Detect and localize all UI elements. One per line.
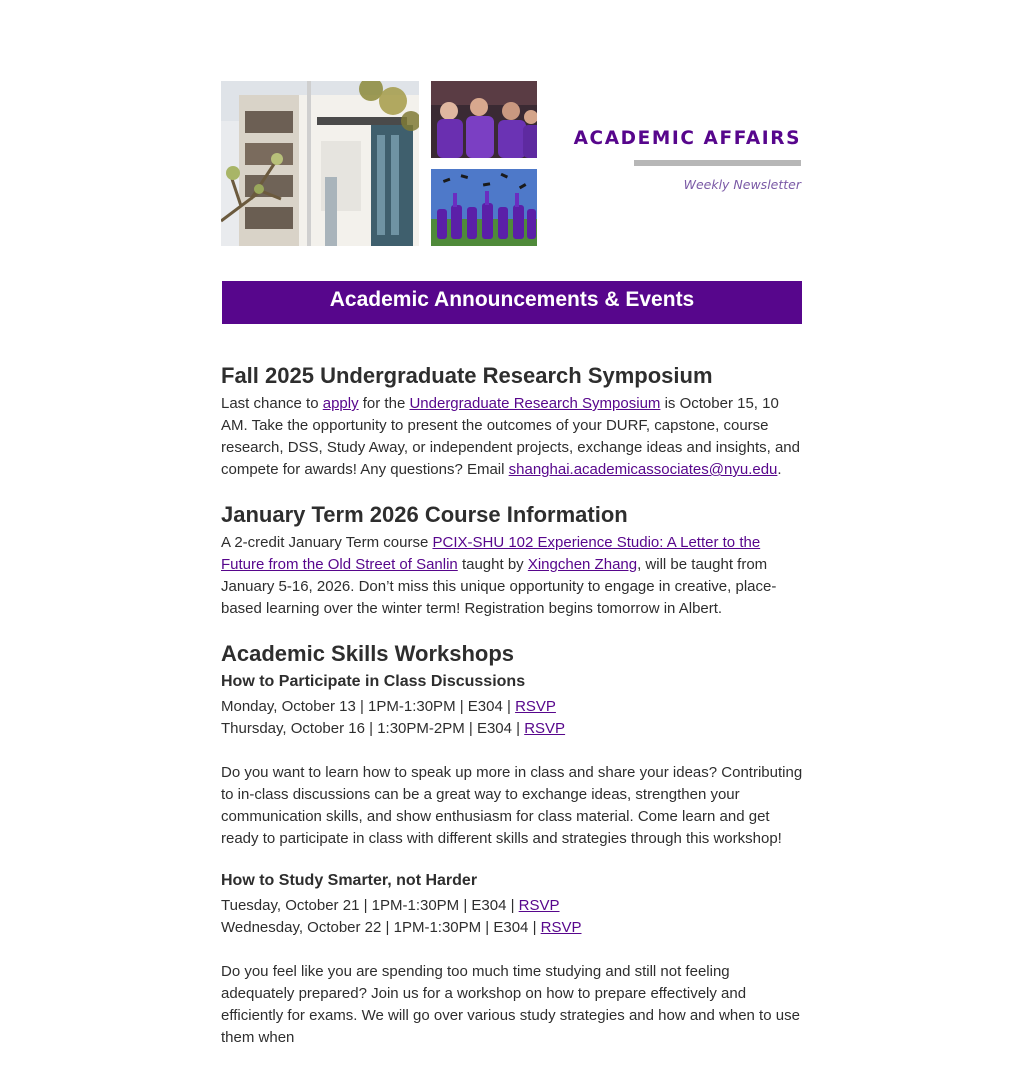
workshop-2-session-2 <box>221 917 803 939</box>
workshop-1-session-2 <box>221 718 803 740</box>
symposium-heading: Fall 2025 Undergraduate Research Symposium <box>221 363 713 388</box>
text-span: . <box>777 461 782 478</box>
rsvp-link[interactable]: RSVP <box>515 698 556 715</box>
title-rule <box>634 160 801 166</box>
workshop-2-session-1 <box>221 895 803 917</box>
jterm-block <box>221 501 803 620</box>
text-span: taught by <box>457 556 528 573</box>
workshop-2-title: How to Study Smarter, not Harder <box>221 872 478 889</box>
building-photo <box>221 81 419 246</box>
symposium-block <box>221 362 803 481</box>
jterm-text <box>221 532 803 620</box>
session-text: Wednesday, October 22 | 1PM-1:30PM | E304 | <box>221 919 541 936</box>
text-span: is October 15, 10 AM. Take the opportunity to present the outcomes of your DURF, capstone, course research, DSS, Study Away, or independent projects, exchange ideas and insights, and compete for awards! Any questions? Email <box>221 395 800 478</box>
newsletter-title: ACADEMIC AFFAIRS <box>573 128 801 149</box>
workshops-block <box>221 640 803 1049</box>
apply-link[interactable]: apply <box>322 395 359 412</box>
spacer <box>221 740 803 762</box>
spacer <box>221 939 803 961</box>
workshops-heading: Academic Skills Workshops <box>221 641 515 666</box>
announcements-content <box>221 362 803 1069</box>
email-link[interactable]: shanghai.academicassociates@nyu.edu <box>508 461 778 478</box>
rsvp-link[interactable]: RSVP <box>524 720 566 737</box>
text-span: Last chance to <box>221 395 323 412</box>
text-span: for the <box>358 395 410 412</box>
workshop-1-title: How to Participate in Class Discussions <box>221 673 526 690</box>
course-link[interactable]: PCIX-SHU 102 Experience Studio: A Letter to the Future from the Old Street of Sanlin <box>221 534 761 573</box>
workshop-1-description: Do you want to learn how to speak up more in class and share your ideas? Contributing to in-class discussions can be a great way to exchange ideas, strengthen your communication skills, and show enthusiasm for class material. Come learn and get ready to participate in class with different skills and strategies through this workshop! <box>221 764 803 847</box>
text-span: A 2-credit January Term course <box>221 534 433 551</box>
workshop-2-description: Do you feel like you are spending too much time studying and still not feeling adequately prepared? Join us for a workshop on how to prepare effectively and efficiently for exams. We will go over various study strategies and how and when to use them when <box>221 963 800 1046</box>
session-text: Monday, October 13 | 1PM-1:30PM | E304 | <box>221 698 516 715</box>
rsvp-link[interactable]: RSVP <box>540 919 582 936</box>
session-text: Thursday, October 16 | 1:30PM-2PM | E304 | <box>221 720 525 737</box>
workshop-1-session-1 <box>221 696 803 718</box>
header-banner <box>221 81 803 246</box>
session-text: Tuesday, October 21 | 1PM-1:30PM | E304 | <box>221 897 519 914</box>
symposium-link[interactable]: Undergraduate Research Symposium <box>409 395 661 412</box>
newsletter-subtitle: Weekly Newsletter <box>683 177 801 192</box>
spacer <box>221 850 803 870</box>
students-photo <box>431 81 537 158</box>
instructor-link[interactable]: Xingchen Zhang <box>527 556 638 573</box>
rsvp-link[interactable]: RSVP <box>518 897 560 914</box>
text-span: , will be taught from January 5-16, 2026. Don’t miss this unique opportunity to engage in creative, place-based learning over the winter term! Registration begins tomorrow in Albert. <box>221 556 777 617</box>
graduation-photo <box>431 169 537 246</box>
symposium-text <box>221 393 803 481</box>
jterm-heading: January Term 2026 Course Information <box>221 502 628 527</box>
section-header-bar: Academic Announcements & Events <box>222 281 802 324</box>
